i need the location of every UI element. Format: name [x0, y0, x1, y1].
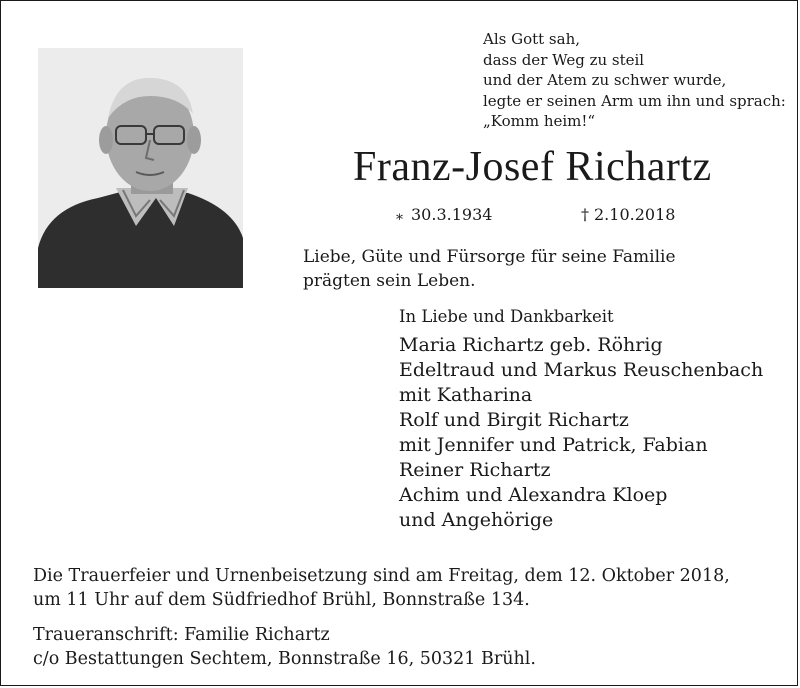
deceased-name: Franz-Josef Richartz: [353, 144, 712, 190]
mourner-line: mit Jennifer und Patrick, Fabian: [399, 434, 708, 456]
tribute-text: [303, 245, 676, 293]
funeral-line: Die Trauerfeier und Urnenbeisetzung sind am Freitag, dem 12. Oktober 2018,: [33, 566, 730, 586]
poem-line: „Komm heim!“: [483, 112, 596, 130]
poem-line: Als Gott sah,: [483, 30, 581, 48]
mourning-address: [33, 623, 536, 671]
mourners-intro: In Liebe und Dankbarkeit: [399, 307, 614, 326]
poem-line: und der Atem zu schwer wurde,: [483, 71, 727, 89]
portrait-illustration: [38, 48, 243, 288]
birth-symbol: *: [396, 212, 403, 228]
mourner-line: und Angehörige: [399, 509, 554, 531]
death-date: 2.10.2018: [594, 205, 676, 224]
mourner-line: Edeltraud und Markus Reuschenbach: [399, 359, 764, 381]
birth-info: [396, 205, 493, 228]
tribute-line: Liebe, Güte und Fürsorge für seine Familie: [303, 247, 676, 267]
address-line: Traueranschrift: Familie Richartz: [33, 625, 330, 645]
poem: [483, 29, 786, 132]
cross-symbol: †: [581, 205, 589, 224]
tribute-line: prägten sein Leben.: [303, 271, 476, 291]
poem-line: legte er seinen Arm um ihn und sprach:: [483, 91, 786, 110]
poem-line: dass der Weg zu steil: [483, 50, 645, 69]
mourner-line: Maria Richartz geb. Röhrig: [399, 334, 663, 356]
death-info: [581, 205, 675, 224]
funeral-line: um 11 Uhr auf dem Südfriedhof Brühl, Bonnstraße 134.: [33, 590, 530, 610]
mourner-line: Reiner Richartz: [399, 459, 551, 481]
birth-date: 30.3.1934: [411, 205, 493, 224]
mourners-list: [399, 305, 763, 533]
mourner-line: Rolf und Birgit Richartz: [399, 409, 629, 431]
funeral-details: [33, 564, 730, 612]
address-line: c/o Bestattungen Sechtem, Bonnstraße 16, 50321 Brühl.: [33, 649, 536, 669]
mourner-line: Achim und Alexandra Kloep: [399, 484, 668, 506]
portrait-photo: [38, 48, 243, 288]
mourner-line: mit Katharina: [399, 384, 533, 406]
